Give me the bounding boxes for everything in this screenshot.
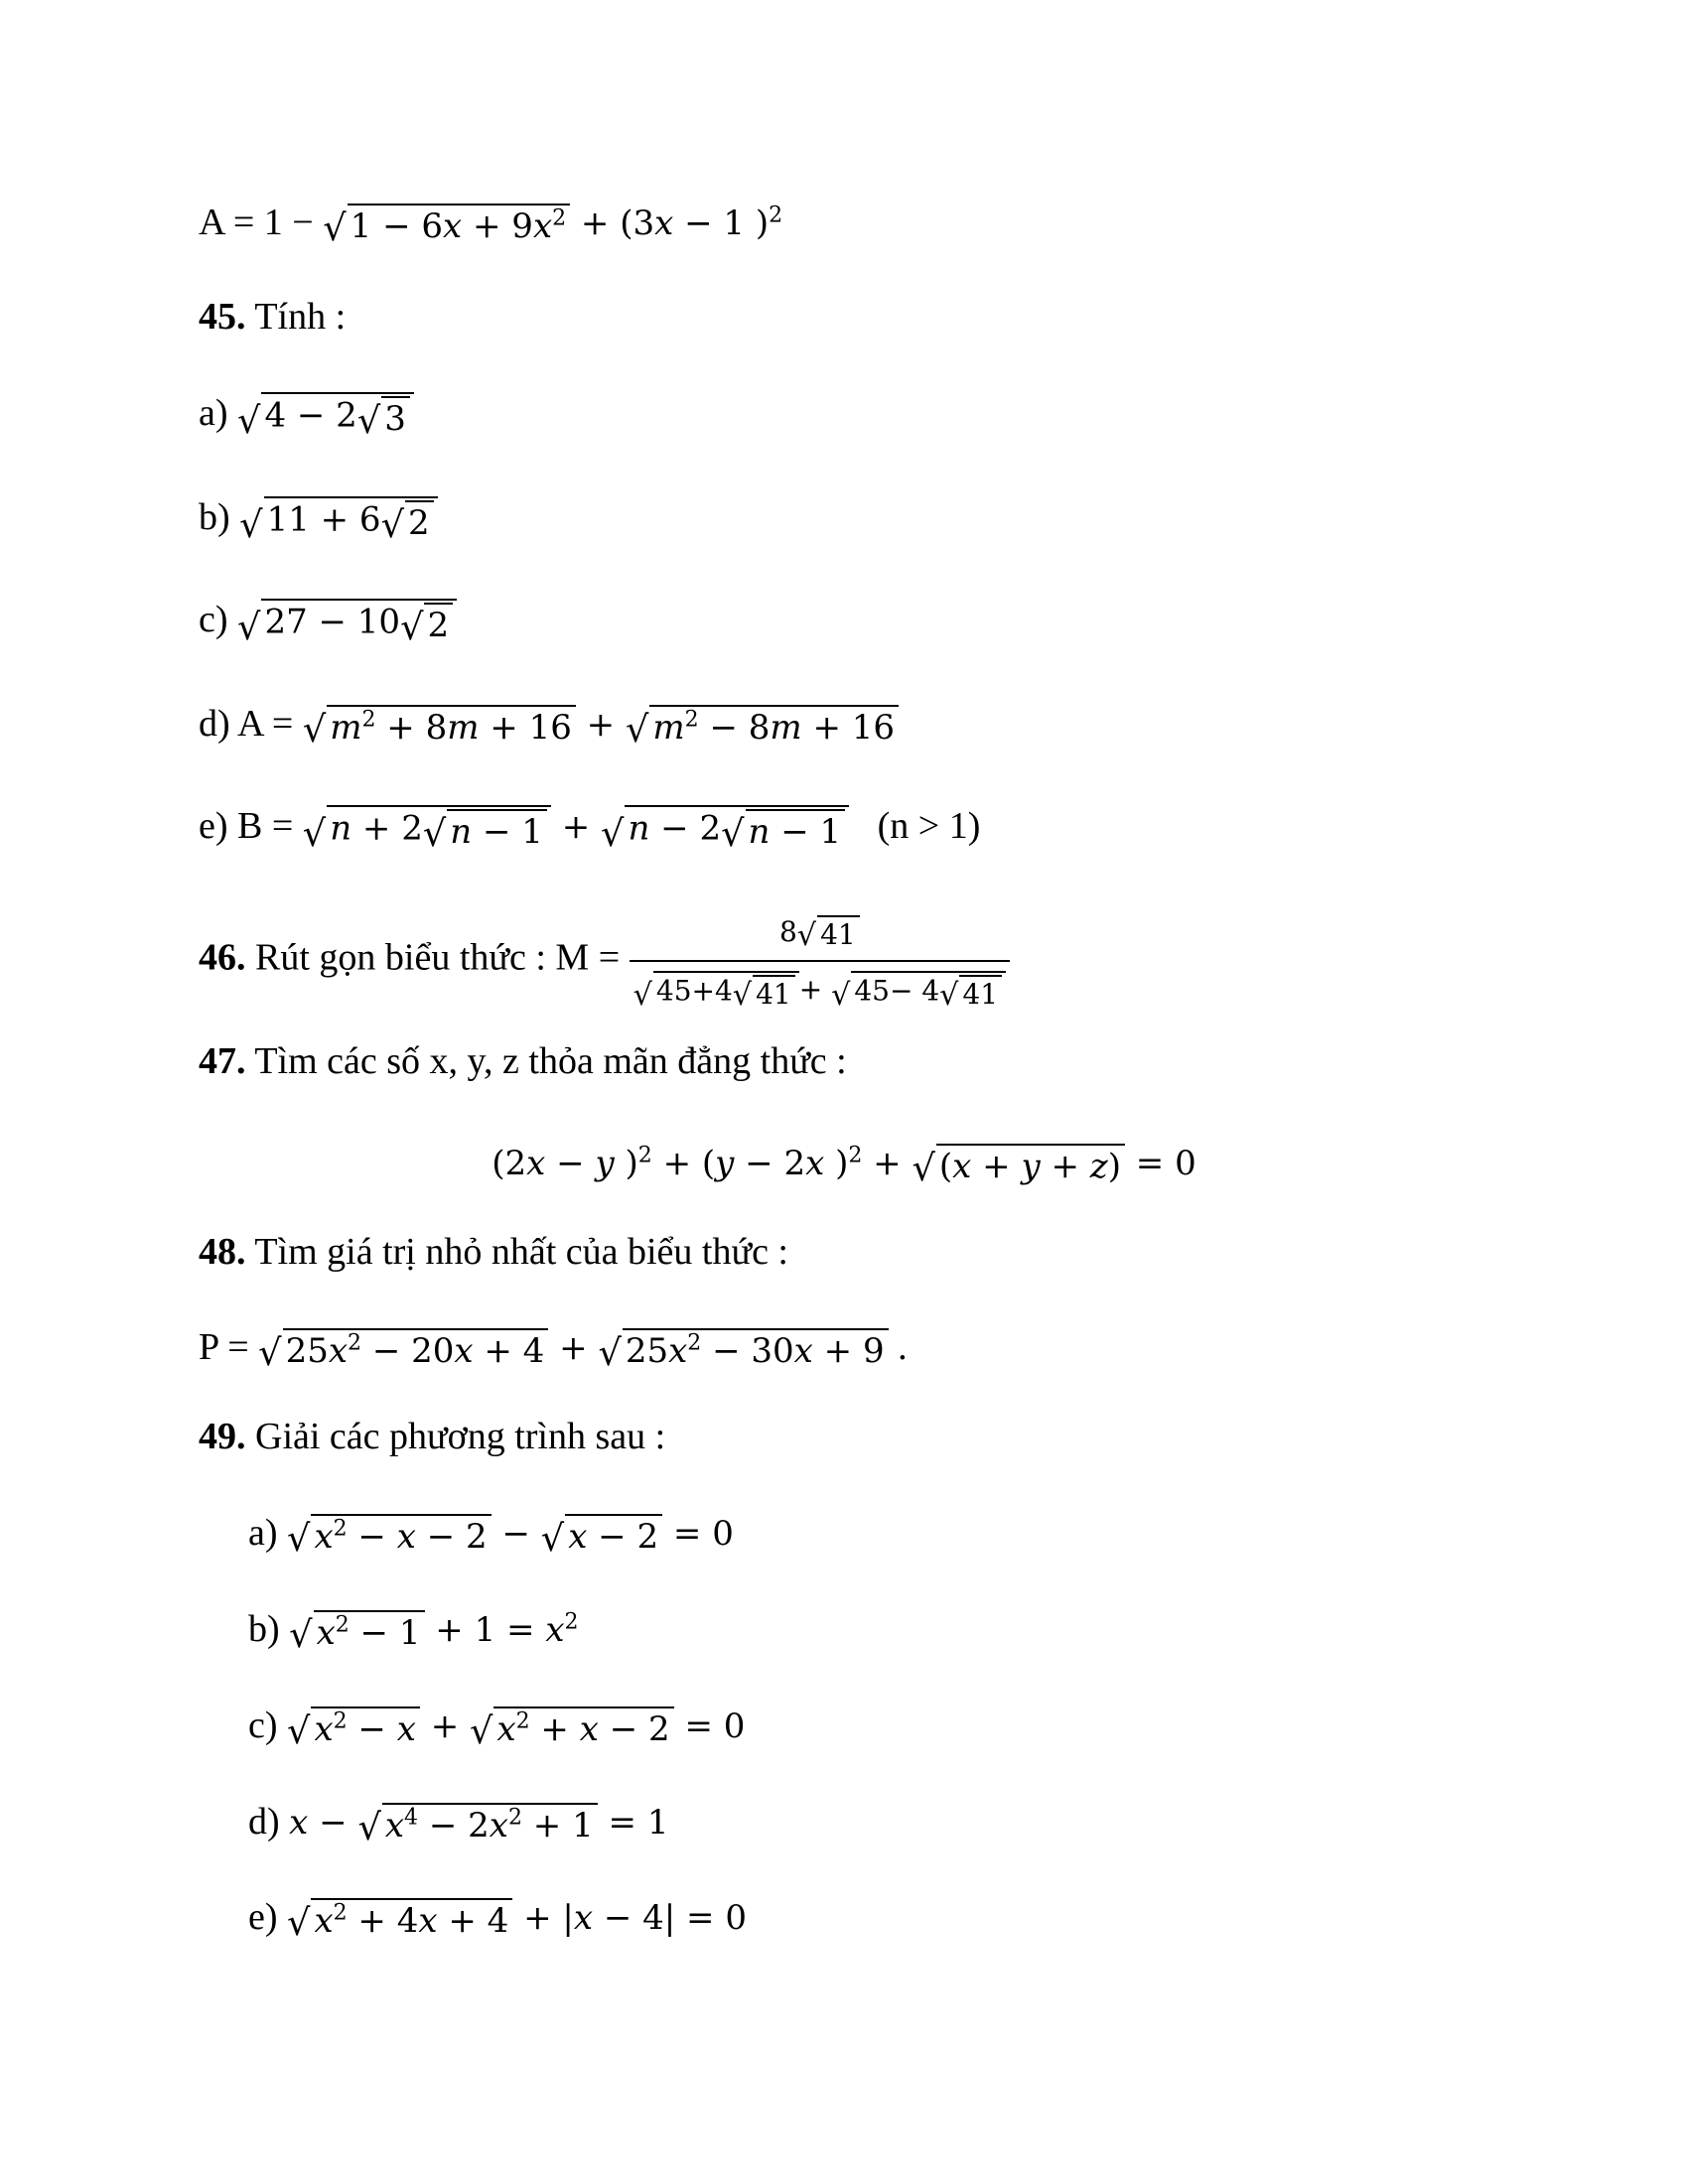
expression-a: A = 1 − √ $1 - 6x + 9x^2$ + (3x − 1 )$^2$ [199, 202, 783, 249]
problem-number: 46. [199, 936, 246, 979]
problem-45a: a) √ 4 − 2 √ 3 [199, 389, 414, 440]
problem-49b: b) √ $x^2 - 1$ + $1 = x^2$ [248, 1608, 579, 1656]
problem-49 [199, 1413, 665, 1460]
problem-text: Tìm các số x, y, z thỏa mãn đẳng thức : [245, 1040, 847, 1082]
item-label: a) [199, 392, 238, 434]
item-label: c) [199, 599, 238, 640]
problem-46 [199, 908, 1010, 1014]
problem-48 [199, 1228, 788, 1276]
problem-45-heading [199, 293, 346, 341]
problem-number: 47. [199, 1040, 246, 1082]
item-label: c) [248, 1705, 288, 1746]
equation-47: (2x − y )$^2$ + (y − 2x )$^2$ + √ (x + y + z) = 0 [492, 1143, 1196, 1189]
problem-text: Giải các phương trình sau : [245, 1416, 666, 1457]
expression-p: P = √ $25x^2 - 20x + 4$ + √ $25x^2 - 30x + 9$ . [199, 1326, 908, 1374]
problem-text: Rút gọn biểu thức : M = [245, 936, 621, 979]
problem-49a: a) √ $x^2 - x - 2$ − √ x − 2 = 0 [248, 1512, 734, 1560]
problem-45b: b) √ 11 + 6 √ 2 [199, 493, 438, 544]
item-label: d) [248, 1801, 290, 1843]
problem-number: 48. [199, 1231, 246, 1273]
problem-text: Tìm giá trị nhỏ nhất của biểu thức : [245, 1231, 788, 1273]
problem-number: 49. [199, 1416, 246, 1457]
expr-a-label: A = 1 − [199, 202, 324, 243]
item-label: e) B = [199, 805, 303, 847]
problem-47 [199, 1037, 847, 1085]
item-label: b) [199, 496, 240, 538]
fraction-m: 8 √ 41 √ 45+4 √ 41 + √ 45− 4 √ 41 [630, 908, 1010, 1014]
problem-45e: e) B = √ n + 2 √ n − 1 + √ n − 2 √ n − 1 (n > 1) [199, 805, 981, 855]
expr-p-end: . [888, 1326, 908, 1368]
problem-45c: c) √ 27 − 10 √ 2 [199, 596, 457, 646]
problem-49e: e) √ $x^2 + 4x + 4$ + |x − 4| = 0 [248, 1896, 747, 1944]
item-label: e) [248, 1896, 288, 1938]
item-label: b) [248, 1608, 290, 1650]
sqrt-1: √ $1 - 6x + 9x^2$ [323, 204, 570, 246]
condition: (n > 1) [877, 805, 981, 847]
expr-p-label: P = [199, 1326, 259, 1368]
problem-text: Tính : [245, 296, 347, 338]
item-label: d) A = [199, 703, 303, 745]
problem-45d: d) A = √ $m^2 + 8m + 16$ + √ $m^2 - 8m + 16$ [199, 700, 899, 749]
problem-49d: d) x − √ $x^4 - 2x^2 + 1$ = 1 [248, 1801, 669, 1848]
problem-number: 45. [199, 296, 246, 338]
problem-49c: c) √ $x^2 - x$ + √ $x^2 + x - 2$ = 0 [248, 1705, 746, 1752]
item-label: a) [248, 1512, 288, 1554]
